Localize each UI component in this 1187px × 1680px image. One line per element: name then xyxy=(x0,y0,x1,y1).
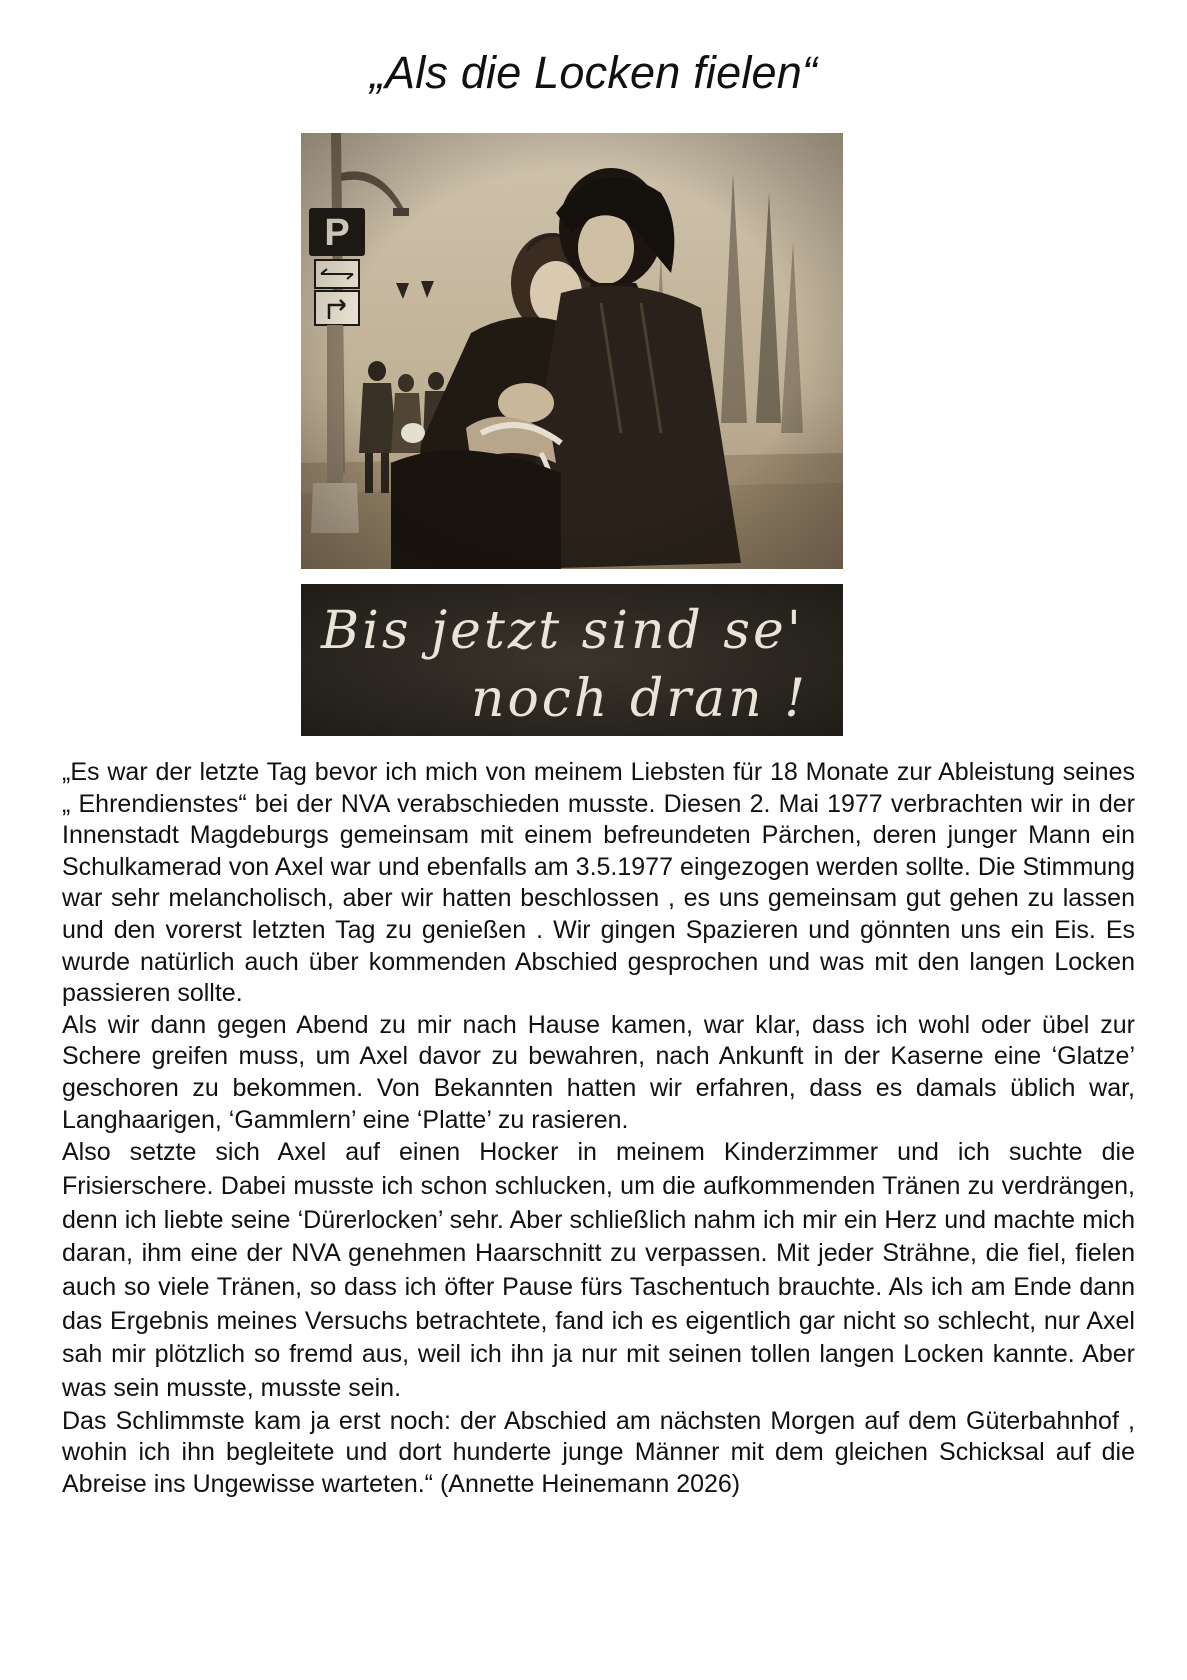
couple-photo xyxy=(301,133,843,569)
caption-line-2: noch dran ! xyxy=(471,669,809,729)
story-text xyxy=(62,757,1135,1501)
paragraph-4: Das Schlimmste kam ja erst noch: der Abschied am nächsten Morgen auf dem Güterbahnhof , wohin ich ihn begleitete und dort hunderte junge Männer mit dem gleichen Schicksal auf die Abreise ins Ungewisse warteten.“ (Annette Heinemann 2026) xyxy=(62,1406,1135,1498)
caption-line-1: Bis jetzt sind se' xyxy=(321,601,805,661)
paragraph-2: Als wir dann gegen Abend zu mir nach Hause kamen, war klar, dass ich wohl oder übel zur Schere greifen muss, um Axel davor zu bewahren, nach Ankunft in der Kaserne eine ‘Glatze’ geschoren zu bekommen. Von Bekannten hatten wir erfahren, dass es damals üblich war, Langhaarigen, ‘Gammlern’ eine ‘Platte’ zu rasieren. xyxy=(62,1010,1135,1134)
photo-caption xyxy=(301,584,843,736)
paragraph-3: Also setzte sich Axel auf einen Hocker in meinem Kinderzimmer und ich suchte die Frisierschere. Dabei musste ich schon schlucken, um die aufkommenden Tränen zu verdrängen, denn ich liebte seine ‘Dürerlocken’ sehr. Aber schließlich nahm ich mir ein Herz und machte mich daran, ihm eine der NVA genehmen Haarschnitt zu verpassen. Mit jeder Strähne, die fiel, fielen auch so viele Tränen, so dass ich öfter Pause fürs Taschentuch brauchte. Als ich am Ende dann das Ergebnis meines Versuchs betrachtete, fand ich es eigentlich gar nicht so schlecht, nur Axel sah mir plötzlich so fremd aus, weil ich ihn ja nur mit seinen tollen langen Locken kannte. Aber was sein musste, musste sein. xyxy=(62,1138,1135,1403)
page-title: „Als die Locken fielen“ xyxy=(369,47,818,98)
paragraph-1: „Es war der letzte Tag bevor ich mich von meinem Liebsten für 18 Monate zur Ableistung seines „ Ehrendienstes“ bei der NVA verabschieden musste. Diesen 2. Mai 1977 verbrachten wir in der Innenstadt Magdeburgs gemeinsam mit einem befreundeten Pärchen, deren junger Mann ein Schulkamerad von Axel war und ebenfalls am 3.5.1977 eingezogen werden sollte. Die Stimmung war sehr melancholisch, aber wir hatten beschlossen , es uns gemeinsam gut gehen zu lassen und den vorerst letzten Tag zu genießen . Wir gingen Spazieren und gönnten uns ein Eis. Es wurde natürlich auch über kommenden Abschied gesprochen und was mit den langen Locken passieren sollte. xyxy=(62,758,1135,1008)
